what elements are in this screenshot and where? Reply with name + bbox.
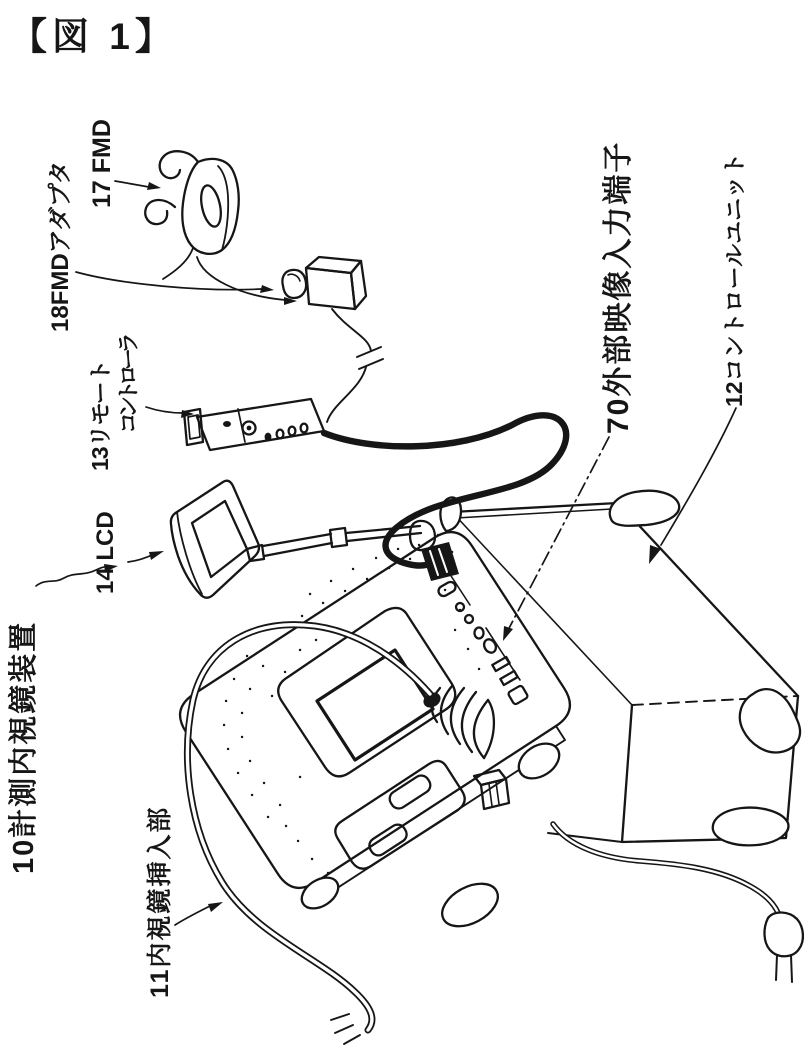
remote-thick-cable [324,415,566,581]
figure-caption: 【図 1】 [10,16,177,57]
label-11-insertion-portion: 11内視鏡挿入部 [146,805,174,998]
label-13-remote-line1: 13リモート [87,360,113,471]
leader-arrow-18 [76,272,274,293]
label-70-external-video-input: 70外部映像入力端子 [602,140,635,434]
leader-arrow-17 [115,181,161,190]
leader-arrow-13 [146,407,194,418]
label-18-fmd-adapter: 18FMDアダプタ [47,160,74,332]
lcd-monitor-drawing [171,481,435,598]
label-17-fmd: 17 FMD [88,119,116,208]
adapter-cable [327,309,383,422]
label-12-control-unit: 12コントロールユニット [721,152,747,407]
insertion-tube-drawing [187,625,430,1044]
leader-arrow-14 [128,551,164,562]
label-13-remote-line2: コントローラ [116,337,141,434]
leader-arrow-12 [649,408,736,564]
fmd-glasses-drawing [145,151,239,279]
label-14-lcd: 14 LCD [92,511,119,594]
leader-arrow-11 [175,902,223,925]
remote-controller-drawing [184,399,324,450]
leader-arrow-70 [503,437,609,641]
power-cord-drawing [553,824,803,982]
power-plug-drawing [764,912,802,982]
label-10-endoscope-apparatus: 10計測内視鏡装置 [8,620,40,874]
device-lower-recess [335,761,464,869]
insertion-tube-tip-marks [331,1014,360,1044]
endoscope-device-body [180,532,570,935]
